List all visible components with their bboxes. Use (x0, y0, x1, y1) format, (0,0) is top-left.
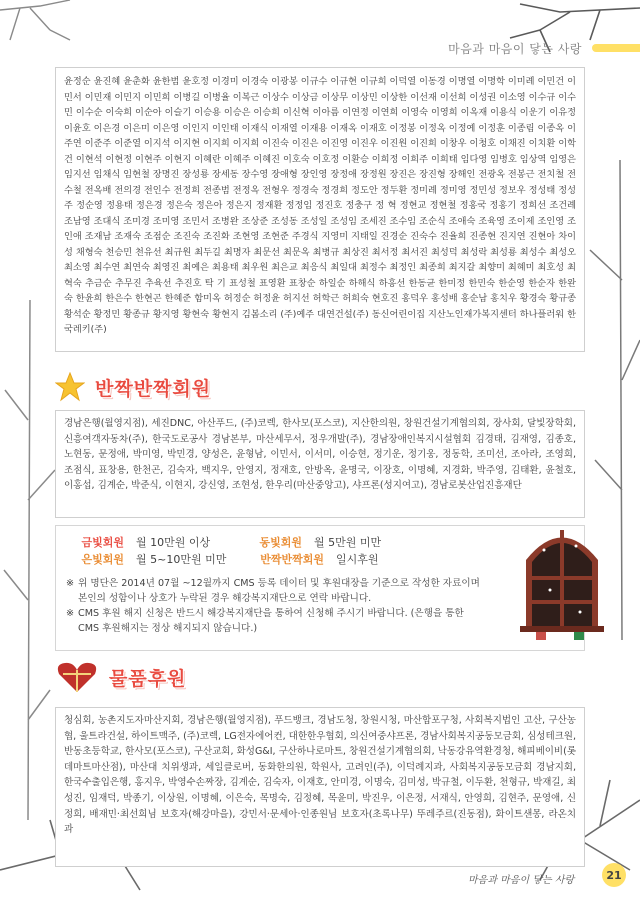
sparkle-section-title: 반짝반짝회원 (95, 377, 212, 400)
gift-section-title: 물품후원 (109, 667, 187, 690)
star-icon (55, 372, 85, 402)
tier-name: 동빛회원 (259, 536, 302, 549)
tier-value: 일시후원 (336, 553, 379, 566)
header-accent-bar (592, 44, 640, 52)
page-number: 21 (602, 863, 626, 887)
note-item (66, 606, 486, 636)
note-mark: ※ (66, 578, 75, 589)
heart-gift-icon (55, 660, 99, 694)
note-item (66, 576, 486, 606)
tree-branch-top-left (0, 0, 80, 70)
tier-name: 은빛회원 (81, 553, 124, 566)
tier-value: 월 5~10만원 미만 (136, 553, 227, 566)
winter-window-illustration (516, 520, 608, 640)
tier-name: 반짝반짝회원 (260, 553, 324, 566)
tier-copper (244, 534, 422, 551)
note-mark: ※ (66, 608, 75, 619)
gift-donor-box (55, 707, 585, 867)
notes (66, 576, 486, 636)
sparkle-member-text: 경남은행(월영지점), 세진DNC, 아산푸드, (주)코렉, 한사모(포스코), 지산한의원, 창원건설기계협의회, 장사회, 달빛장학회, 신흥여객자동차(주), 한국도로공사 경남본부, 마산세무서, 정우개발(주), 경남장애인복지시설협회 김경태, 김재영, 김종호, 노현동, 문정애, 박미영, 박민경, 양성은, 윤형남, 이민서, 이서미, 이승현, 정기운, 정기웅, 정동학, 조미선, 조아라, 조영희, 조점식, 표창용, 한천곤, 김숙자, 백지우, 안영지, 정재호, 안방옥, 윤명국, 이장호, 이명혜, 지경화, 박주영, 김태환, 윤철호, 이홍섭, 김계순, 박준식, 이현지, 강신영, 조현성, 한우리(마산중앙고), 샤프론(성지여고), 경남로봇산업진흥재단 (64, 418, 576, 492)
sparkle-section-header (55, 372, 211, 402)
donor-list-box (55, 67, 585, 352)
gift-donor-text: 청심회, 농촌지도자마산지회, 경남은행(월영지점), 푸드뱅크, 경남도청, 창원시청, 마산합포구청, 사회복지법인 고산, 구산농협, 울트라건설, 하이트맥주, (주)코렉, LG전자에어컨, 대한한우협회, 의신여중샤프론, 경남사회복지공동모금회, 심성테크원, 반동초등학교, 한사모(포스코), 구산교회, 화성G&I, 구산하나로마트, 창원건설기계협의회, 낙동강유역환경청, 해피베이비(롯데마트마산점), 마산대 치위생과, 세일클로버, 동화한의원, 학원사, 고려인(주), 이덕례지과, 사회복지공동모금회 경남지회, 한국수출입은행, 홍지우, 박영수손짜장, 김계순, 김숙자, 이재호, 안미경, 이명숙, 김미성, 박규철, 이두환, 천형규, 박재길, 최성진, 임재덕, 박종기, 이상원, 이명혜, 이은숙, 목명숙, 김정혜, 목윤미, 박진우, 이은정, 서재식, 안영희, 김현주, 문영애, 신정희, 배재민·최선희님 보호자(해강마을), 강민서·문세아·인종원님 보호자(초록나무) 뚜레주르(진동점), 화이트샌몽, 라온치과 (64, 715, 576, 836)
tier-name: 금빛회원 (81, 536, 124, 549)
tier-row (66, 551, 574, 568)
tree-left (0, 300, 60, 820)
tier-gold (66, 534, 244, 551)
note-text: CMS 후원 해지 신청은 반드시 해강복지재단을 통하여 신청해 주시기 바랍니다. (은행을 통한 CMS 후원해지는 정상 해지되지 않습니다.) (78, 608, 464, 634)
footer-slogan: 마음과 마음이 닿는 사랑 (468, 875, 575, 886)
membership-info-box (55, 525, 585, 651)
tier-value: 월 5만원 미만 (314, 536, 382, 549)
donor-list-text: 윤정순 윤진혜 윤춘화 윤한범 윤호정 이경미 이경숙 이광봉 이규수 이규현 이규희 이덕열 이동경 이명열 이명학 이미례 이민건 이민서 이민재 이민지 이민희 이병길 이병율 이복근 이상수 이상금 이상무 이상민 이상한 이선재 이선희 이성권 이소영 이수규 이수민 이수순 이숙희 이순아 이슬기 이승용 이승은 이승희 이신혁 이아름 이연정 이연희 이영숙 이영희 이옥재 이용식 이운기 이유정 이윤호 이은경 이은미 이은영 이인지 이인태 이재식 이재열 이재용 이재옥 이재호 이정봉 이정옥 이정예 이정훈 이종림 이종옥 이주연 이준주 이준열 이지석 이지현 이지희 이지희 이진숙 이진은 이진영 이진우 이진원 이진희 이창우 이청호 이채진 이치환 이학건 이현석 이현정 이현주 이현지 이혜란 이혜주 이혜진 이호숙 이호정 이환승 이희정 이희주 이희태 임다영 임병호 임상역 임영은 임지선 임채식 임현철 장명진 장성룡 장세동 장수영 장애형 장인영 장정애 장정원 장진은 장진형 장해인 전광옥 전봉근 전치철 전수철 전옥배 전의경 전인수 전정희 전종범 전정옥 전형우 정경숙 정경희 정도안 정두환 정미례 정미영 정민성 정보우 정성태 정성주 정순영 정용태 정은경 정은숙 정은아 정은지 정재환 정정임 정진호 정충구 정 혁 정현교 정현철 정홍국 정홍기 정희선 조건례 조남영 조대식 조미경 조미영 조민서 조병완 조상준 조성동 조성일 조성임 조세진 조수임 조순식 조애숙 조육영 조이제 조인영 조인애 조재남 조재숙 조점순 조진숙 조진화 조현영 조현준 주경식 지영미 지태일 진경순 진숙수 진율희 진종현 진지연 진현아 차이성 채형숙 천승민 천유선 최규원 최두길 최명자 최문선 최문옥 최병규 최상진 최서정 최서진 최성덕 최성락 최성룡 최성수 최성오 최소영 최수연 최연숙 최영진 최예은 최용태 최우원 최은교 최응식 최일대 최정수 최정인 최종희 최지갈 최향미 최혜미 최호성 최혁숙 추금순 추무진 추육선 추진호 탁 기 표성철 표영환 표창순 하일순 하해식 하흥선 한동균 한미정 한민숙 한순영 한순자 한완숙 한윤희 한은수 한현곤 한혜준 함미옥 허정순 허정윤 허지선 허학근 허희숙 현호진 홍덕우 홍성배 홍순남 홍치우 황경숙 황규종 황석순 황정민 황종규 황지영 황현숙 황현지 김봄소리 (주)예주 대연건설(주) 동신어린이집 지산노인재가복지센터 하나플러워 한국레키(주) (64, 76, 576, 335)
note-text: 위 명단은 2014년 07월 ~12월까지 CMS 등록 데이터 및 후원대장을 기준으로 작성한 자료이며 본인의 성함이나 상호가 누락된 경우 해강복지재단으로 연락 바랍니다. (78, 578, 480, 604)
tier-row (66, 534, 574, 551)
tier-silver (66, 551, 244, 568)
tier-value: 월 10만원 이상 (136, 536, 211, 549)
header-title: 마음과 마음이 닿는 사랑 (448, 42, 582, 56)
sparkle-member-box (55, 410, 585, 518)
tier-sparkle (244, 551, 444, 568)
gift-section-header (55, 660, 186, 694)
